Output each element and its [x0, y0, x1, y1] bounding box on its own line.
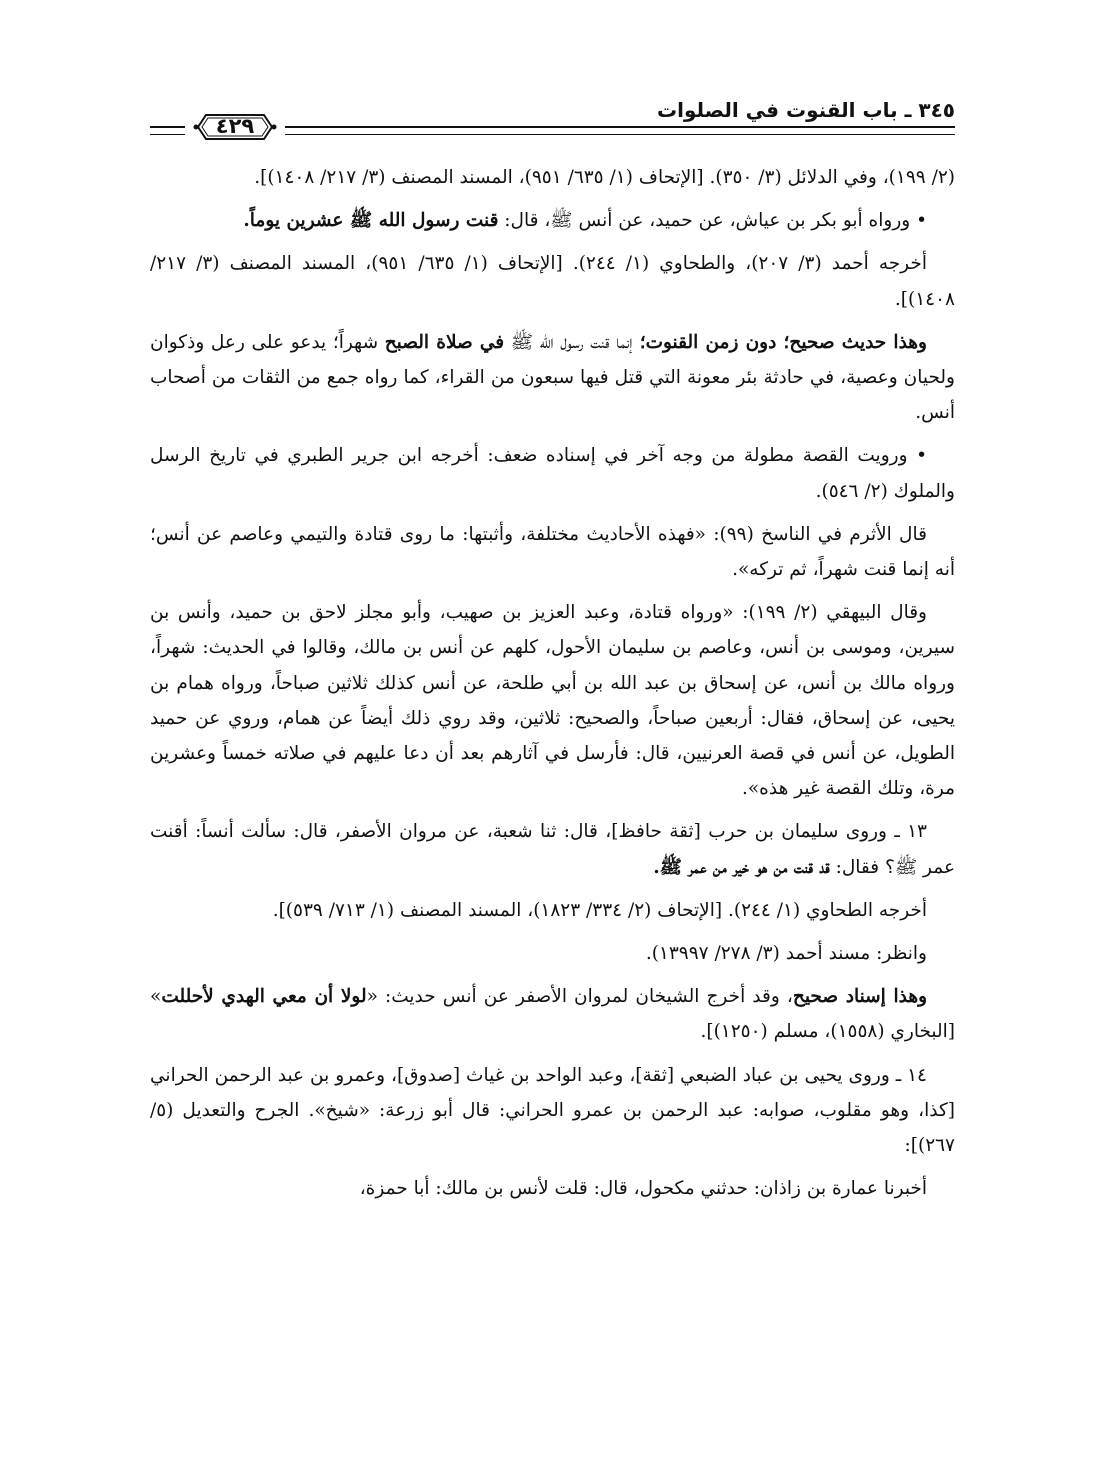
text-segment: ورويت القصة مطولة من وجه آخر في إسناده ضعف: أخرجه ابن جرير الطبري في تاريخ الرسل والملوك (٢/ ٥٤٦).: [150, 445, 955, 502]
text-segment: •: [910, 210, 927, 232]
paragraph: [150, 595, 955, 806]
paragraph: [150, 438, 955, 508]
paragraph: [150, 246, 955, 316]
paragraph: [150, 160, 955, 195]
header-double-rule: [285, 126, 955, 135]
text-segment: وقال البيهقي (٢/ ١٩٩): «ورواه قتادة، وعبد العزيز بن صهيب، وأبو مجلز لاحق بن حميد، وأنس بن سيرين، وموسى بن أنس، وعاصم بن سليمان الأحول، كلهم عن أنس بن مالك، وقالوا في الحديث: شهراً، ورواه مالك بن أنس، عن إسحاق بن عبد الله بن أبي طلحة، عن أنس كذلك ثلاثين صباحاً، ورواه همام بن يحيى، عن إسحاق، فقال: أربعين صباحاً، والصحيح: ثلاثين، وقد روي ذلك أيضاً عن همام، وروي عن حميد الطويل، عن أنس في قصة العرنيين، قال: فأرسل في آثارهم بعد أن دعا عليهم في صلاته خمساً وعشرين مرة، وتلك القصة غير هذه».: [150, 602, 955, 800]
paragraph: [150, 325, 955, 431]
text-segment: ١٣ ـ وروى سليمان بن حرب [ثقة حافظ]، قال: ثنا شعبة، عن مروان الأصفر، قال: سألت أنساً: أقنت عمر ﷺ؟ فقال:: [150, 821, 955, 878]
body-text: [150, 160, 955, 1214]
running-title: ٣٤٥ ـ باب القنوت في الصلوات: [656, 98, 955, 122]
text-segment: ورواه أبو بكر بن عياش، عن حميد، عن أنس ﷺ، قال:: [498, 210, 911, 232]
page-header: [150, 92, 955, 140]
bold-text-segment: وهذا حديث صحيح؛ دون زمن القنوت؛: [632, 331, 927, 353]
paragraph: [150, 893, 955, 928]
text-segment: ، وقد أخرج الشيخان لمروان الأصفر عن أنس حديث: «: [366, 986, 793, 1008]
text-segment: وانظر: مسند أحمد (٣/ ٢٧٨/ ١٣٩٩٧).: [645, 943, 927, 965]
page-number: ٤٢٩: [215, 114, 255, 138]
paragraph: [150, 979, 955, 1049]
text-segment: ١٤ ـ وروى يحيى بن عباد الضبعي [ثقة]، وعبد الواحد بن غياث [صدوق]، وعمرو بن عبد الرحمن الحراني [كذا، وهو مقلوب، صوابه: عبد الرحمن بن عمرو الحراني: قال أبو زرعة: «شيخ». الجرح والتعديل (٥/ ٢٦٧)]:: [150, 1064, 955, 1157]
bold-text-segment: قد قنت من هو خير من عمر ﷺ.: [653, 856, 830, 878]
paragraph: [150, 936, 955, 971]
bold-text-segment: وهذا إسناد صحيح: [792, 986, 928, 1008]
page-number-badge: [190, 110, 280, 144]
text-segment: قال الأثرم في الناسخ (٩٩): «فهذه الأحاديث مختلفة، وأثبتها: ما روى قتادة والتيمي وعاصم عن أنس؛ أنه إنما قنت شهراً، ثم تركه».: [150, 523, 955, 581]
paragraph: [150, 203, 955, 238]
text-segment: (٢/ ١٩٩)، وفي الدلائل (٣/ ٣٥٠). [الإتحاف (١/ ٦٣٥/ ٩٥١)، المسند المصنف (٣/ ٢١٧/ ١٤٠٨)].: [254, 167, 955, 188]
bold-text-segment: في صلاة الصبح: [384, 331, 505, 353]
text-segment: شهراً؛ يدعو على رعل وذكوان ولحيان وعصية، في حادثة بئر معونة التي قتل فيها سبعون من القراء، كما رواه جمع من الثقات من أصحاب أنس.: [150, 331, 955, 424]
paragraph: [150, 1171, 955, 1206]
bold-text-segment: لولا أن معي الهدي لأحللت: [161, 986, 367, 1008]
text-segment: أخرجه الطحاوي (١/ ٢٤٤). [الإتحاف (٢/ ٣٣٤/ ١٨٢٣)، المسند المصنف (١/ ٧١٣/ ٥٣٩)].: [272, 899, 927, 921]
paragraph: [150, 1058, 955, 1164]
text-segment: أخبرنا عمارة بن زاذان: حدثني مكحول، قال: قلت لأنس بن مالك: أبا حمزة،: [359, 1178, 927, 1200]
text-segment: » [البخاري (١٥٥٨)، مسلم (١٢٥٠)].: [150, 986, 955, 1043]
paragraph: [150, 517, 955, 587]
text-segment: أخرجه أحمد (٣/ ٢٠٧)، والطحاوي (١/ ٢٤٤). [الإتحاف (١/ ٦٣٥/ ٩٥١)، المسند المصنف (٣/ ٢١٧/ ١٤٠٨)].: [150, 253, 955, 310]
text-segment: •: [907, 445, 927, 467]
header-rule-left: [150, 126, 185, 135]
text-segment: إنما قنت رسول الله ﷺ: [504, 331, 633, 353]
bold-text-segment: قنت رسول الله ﷺ عشرين يوماً.: [243, 210, 499, 232]
paragraph: [150, 814, 955, 884]
